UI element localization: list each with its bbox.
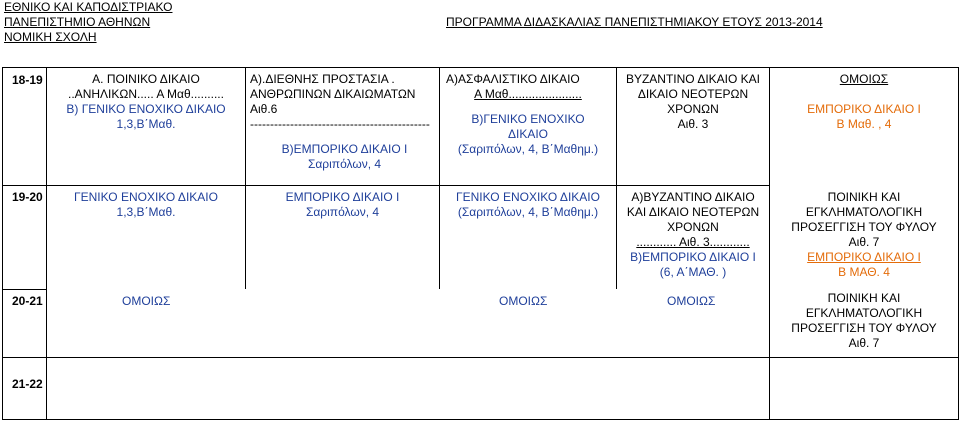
col3-b-title2: ΔΙΚΑΙΟ xyxy=(507,127,549,141)
col4-r2-l1: Α)ΒΥΖΑΝΤΙΝΟ ΔΙΚΑΙΟ xyxy=(631,190,755,204)
col4-r2-b-title: Β)ΕΜΠΟΡΙΚΟ ΔΙΚΑΙΟ Ι xyxy=(630,250,756,264)
time-21-22: 21-22 xyxy=(12,377,43,391)
col3-b-title1: Β)ΓΕΝΙΚΟ ΕΝΟΧΙΚΟ xyxy=(471,112,585,126)
col4-row2-cell xyxy=(617,190,769,280)
header-line-3: ΝΟΜΙΚΗ ΣΧΟΛΗ xyxy=(4,30,97,44)
col4-r2-b-sub: (6, Α΄ΜΑΘ. ) xyxy=(659,265,727,279)
col5-r1-l3: Β Μαθ. , 4 xyxy=(836,117,892,131)
grid-row-sep-2-time xyxy=(2,289,47,290)
grid-border-bottom xyxy=(2,419,959,420)
col2-a-title: Α).ΔΙΕΘΝΗΣ ΠΡΟΣΤΑΣΙΑ . xyxy=(250,72,395,86)
institution-header xyxy=(4,0,172,45)
col3-a-sub: Α Μαθ...................... xyxy=(474,87,582,101)
col5-r1-l2: ΕΜΠΟΡΙΚΟ ΔΙΚΑΙΟ Ι xyxy=(807,102,921,116)
grid-border-top xyxy=(2,67,959,68)
col2-divider: --------------------------------------------- xyxy=(250,117,430,131)
grid-row-sep-3 xyxy=(2,357,959,358)
col4-r2-l3: ΧΡΟΝΩΝ xyxy=(667,220,719,234)
col4-row1-cell xyxy=(617,72,769,132)
row3-omoios-2: ΟΜΟΙΩΣ xyxy=(499,294,548,308)
grid-border-right xyxy=(958,67,959,420)
col5-r3-room: Αιθ. 7 xyxy=(848,336,880,350)
col2-a-sub: ΑΝΘΡΩΠΙΝΩΝ ΔΙΚΑΙΩΜΑΤΩΝ xyxy=(250,87,416,101)
col2-b-title: Β)ΕΜΠΟΡΙΚΟ ΔΙΚΑΙΟ Ι xyxy=(281,142,408,156)
header-line-1: ΕΘΝΙΚΟ ΚΑΙ ΚΑΠΟΔΙΣΤΡΙΑΚΟ xyxy=(4,0,173,14)
col5-r3-l1: ΠΟΙΝΙΚΗ ΚΑΙ xyxy=(827,291,901,305)
col3-b-sub: (Σαριπόλων, 4, Β΄Μαθημ.) xyxy=(457,142,599,156)
col5-r2-room: Αιθ. 7 xyxy=(848,235,880,249)
col4-r2-l2: ΚΑΙ ΔΙΚΑΙΟ ΝΕΟΤΕΡΩΝ xyxy=(626,205,760,219)
time-19-20: 19-20 xyxy=(12,190,43,204)
timetable xyxy=(2,67,959,420)
col4-r1-l1: ΒΥΖΑΝΤΙΝΟ ΔΙΚΑΙΟ ΚΑΙ xyxy=(625,72,761,86)
col1-r2-sub: 1,3,Β΄Μαθ. xyxy=(116,205,176,219)
col5-r1-l1: ΟΜΟΙΩΣ xyxy=(839,72,889,86)
col5-row1-cell xyxy=(770,72,958,132)
col2-r2-title: ΕΜΠΟΡΙΚΟ ΔΙΚΑΙΟ Ι xyxy=(285,190,400,204)
col4-r1-room: Αιθ. 3 xyxy=(677,117,709,131)
col3-a-title: Α)ΑΣΦΑΛΙΣΤΙΚΟ ΔΙΚΑΙΟ xyxy=(446,72,580,86)
col5-r2-l5: Β ΜΑΘ. 4 xyxy=(838,265,890,279)
col5-r2-l3: ΠΡΟΣΕΓΓΙΣΗ ΤΟΥ ΦΥΛΟΥ xyxy=(791,220,937,234)
col3-row2-cell xyxy=(440,190,616,220)
col5-r2-l1: ΠΟΙΝΙΚΗ ΚΑΙ xyxy=(827,190,901,204)
col3-row1-cell xyxy=(440,72,616,157)
col3-r2-sub: (Σαριπόλων, 4, Β΄Μαθημ.) xyxy=(457,205,599,219)
grid-border-left xyxy=(2,67,3,420)
col4-r1-l2: ΔΙΚΑΙΟ ΝΕΟΤΕΡΩΝ xyxy=(637,87,749,101)
program-title: ΠΡΟΓΡΑΜΜΑ ΔΙΔΑΣΚΑΛΙΑΣ ΠΑΝΕΠΙΣΤΗΜΙΑΚΟΥ ΕΤΟΥΣ 2013-2014 xyxy=(446,15,823,29)
row3-omoios-3: ΟΜΟΙΩΣ xyxy=(667,294,716,308)
col5-r2-l4: ΕΜΠΟΡΙΚΟ ΔΙΚΑΙΟ Ι xyxy=(807,250,921,264)
col2-b-sub: Σαριπόλων, 4 xyxy=(307,157,382,171)
col2-a-room: Αιθ.6 xyxy=(250,102,278,116)
col1-a-sub: ..ΑΝΗΛΙΚΩΝ..... Α Μαθ.......... xyxy=(68,87,224,101)
col2-r2-sub: Σαριπόλων, 4 xyxy=(305,205,380,219)
col5-r2-l2: ΕΓΚΛΗΜΑΤΟΛΟΓΙΚΗ xyxy=(805,205,923,219)
col5-r3-l3: ΠΡΟΣΕΓΓΙΣΗ ΤΟΥ ΦΥΛΟΥ xyxy=(791,321,937,335)
row3-omoios-1: ΟΜΟΙΩΣ xyxy=(122,294,171,308)
time-20-21: 20-21 xyxy=(12,294,43,308)
col2-row2-cell xyxy=(246,190,439,220)
grid-row-sep-1 xyxy=(2,185,770,186)
col5-row3-cell xyxy=(770,291,958,351)
col5-r3-l2: ΕΓΚΛΗΜΑΤΟΛΟΓΙΚΗ xyxy=(805,306,923,320)
col1-row1-cell xyxy=(47,72,245,132)
col1-b-title: Β) ΓΕΝΙΚΟ ΕΝΟΧΙΚΟ ΔΙΚΑΙΟ xyxy=(66,102,226,116)
col1-b-sub: 1,3,Β΄Μαθ. xyxy=(116,117,176,131)
col1-a-title: Α. ΠΟΙΝΙΚΟ ΔΙΚΑΙΟ xyxy=(92,72,200,86)
col5-row2-cell xyxy=(770,190,958,280)
header-line-2: ΠΑΝΕΠΙΣΤΗΜΙΟ ΑΘΗΝΩΝ xyxy=(4,15,151,29)
col4-r1-l3: ΧΡΟΝΩΝ xyxy=(667,102,719,116)
col3-r2-title: ΓΕΝΙΚΟ ΕΝΟΧΙΚΟ ΔΙΚΑΙΟ xyxy=(456,190,600,204)
col1-r2-title: ΓΕΝΙΚΟ ΕΝΟΧΙΚΟ ΔΙΚΑΙΟ xyxy=(74,190,218,204)
col4-r2-room: ............ Αιθ. 3............ xyxy=(636,235,750,249)
col2-row1-cell xyxy=(246,72,439,172)
col1-row2-cell xyxy=(47,190,245,220)
time-18-19: 18-19 xyxy=(12,73,43,87)
